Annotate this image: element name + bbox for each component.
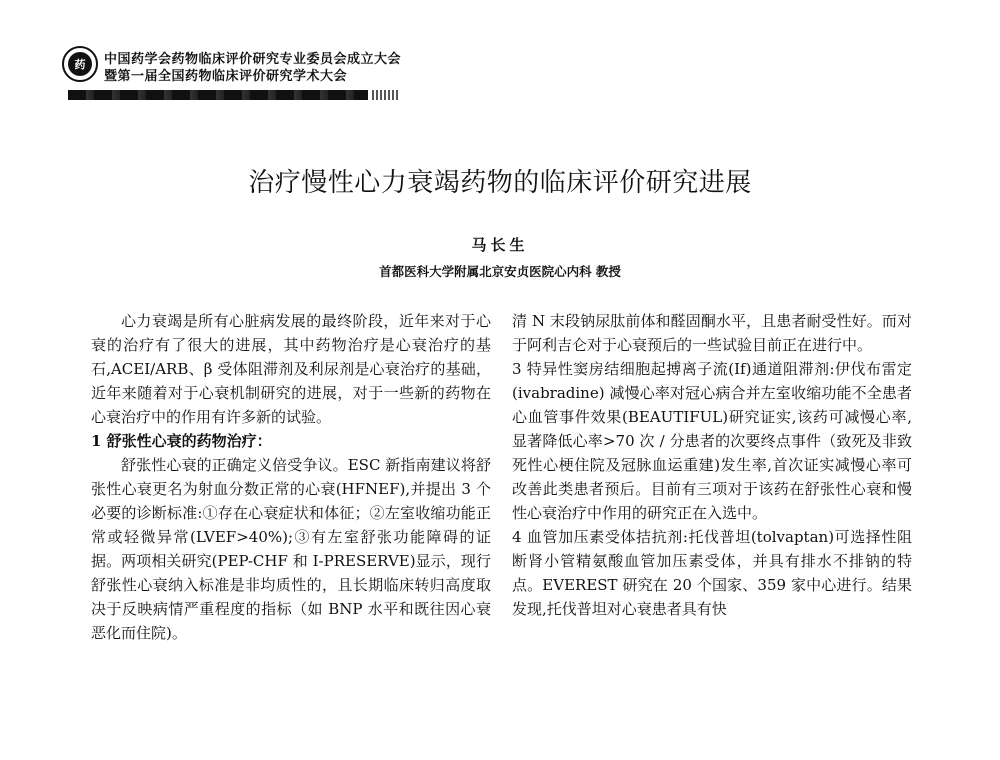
section-4-paragraph: 4 血管加压素受体拮抗剂:托伐普坦(tolvaptan)可选择性阻断肾小管精氨酸血管加压素受体，并具有排水不排钠的特点。EVEREST 研究在 20 个国家、359 家中心进行。结果发现,托伐普坦对心衰患者具有快 bbox=[512, 528, 912, 618]
redaction-smudge bbox=[372, 90, 398, 100]
intro-paragraph: 心力衰竭是所有心脏病发展的最终阶段，近年来对于心衰的治疗有了很大的进展，其中药物治疗是心衰治疗的基石,ACEI/ARB、β 受体阻滞剂及利尿剂是心衰治疗的基础，近年来随着对于心衰机制研究的进展，对于一些新的药物在心衰治疗中的作用有许多新的试验。 bbox=[91, 312, 491, 426]
conference-title-line2: 暨第一届全国药物临床评价研究学术大会 bbox=[104, 69, 348, 84]
section-1-heading: 1 舒张性心衰的药物治疗： bbox=[91, 432, 272, 450]
redaction-bar bbox=[68, 90, 368, 100]
author-affiliation: 首都医科大学附属北京安贞医院心内科 教授 bbox=[379, 264, 621, 279]
conference-title-line1: 中国药学会药物临床评价研究专业委员会成立大会 bbox=[104, 52, 402, 67]
section-3-paragraph: 3 特异性窦房结细胞起搏离子流(If)通道阻滞剂:伊伐布雷定 (ivabradine) 减慢心率对冠心病合并左室收缩功能不全患者心血管事件效果(BEAUTIFUL)研究证实,该药可减慢心率,显著降低心率>70 次 / 分患者的次要终点事件（致死及非致死性心梗住院及冠脉血运重建)发生率,首次证实减慢心率可改善此类患者预后。目前有三项对于该药在舒张性心衰和慢性心衰治疗中作用的研究正在入选中。 bbox=[512, 360, 912, 522]
section-1-paragraph: 舒张性心衰的正确定义倍受争议。ESC 新指南建议将舒张性心衰更名为射血分数正常的心衰(HFNEF),并提出 3 个必要的诊断标准:①存在心衰症状和体征；②左室收缩功能正常或轻微异常(LVEF>40%);③有左室舒张功能障碍的证据。两项相关研究(PEP-CHF 和 I-PRESERVE)显示，现行舒张性心衰纳入标准是非均质性的，且长期临床转归高度取决于反映病情严重程度的指标（如 BNP 水平和既往因心衰恶化而住院)。 bbox=[91, 456, 491, 642]
society-seal-icon bbox=[62, 46, 98, 82]
seal-emblem: 药 bbox=[68, 52, 92, 76]
right-column bbox=[512, 309, 912, 621]
article-title: 治疗慢性心力衰竭药物的临床评价研究进展 bbox=[248, 168, 752, 198]
left-column bbox=[91, 309, 491, 645]
section-2-continuation: 清 N 末段钠尿肽前体和醛固酮水平，且患者耐受性好。而对于阿利吉仑对于心衰预后的一些试验目前正在进行中。 bbox=[512, 312, 912, 354]
conference-header bbox=[60, 44, 620, 114]
author-name: 马长生 bbox=[471, 236, 529, 254]
